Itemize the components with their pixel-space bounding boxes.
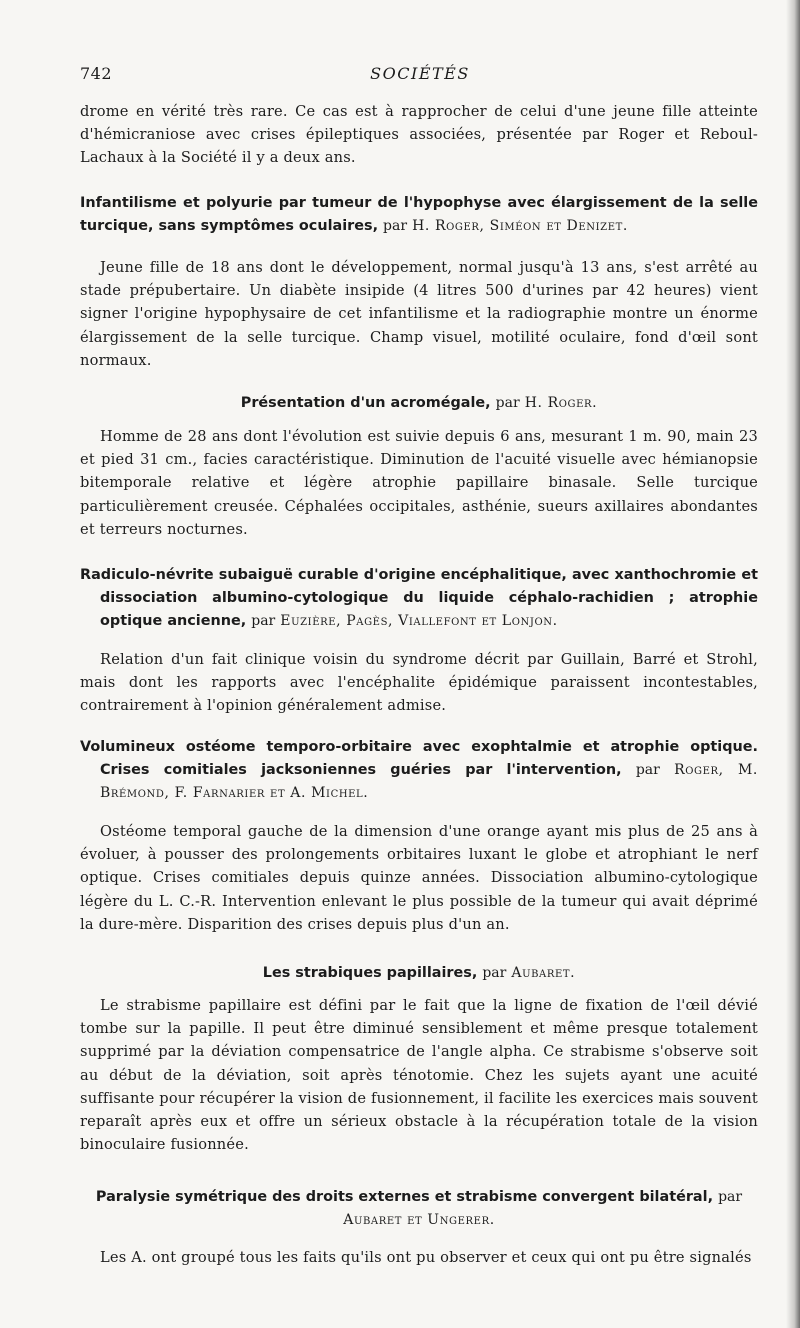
by-word: par: [251, 613, 276, 630]
section-body: [80, 648, 758, 718]
body-paragraph: Relation d'un fait clinique voisin du syndrome décrit par Guillain, Barré et Strohl, mais dont les rapports avec l'encéphalite épidémique paraissent incontestables, contrairement à l'opinion généralement admise.: [80, 651, 758, 715]
by-word: par: [495, 395, 520, 411]
body-paragraph: Ostéome temporal gauche de la dimension d'une orange ayant mis plus de 25 ans à évoluer, à pousser des prolongements orbitaires luxant le globe et atrophiant le nerf optique. Crises comitiales depuis quinze années. Dissociation albumino-cytologique légère du L. C.-R. Intervention enlevant le plus possible de la tumeur qui avait déprimé la dure-mère. Disparition des crises depuis plus d'un an.: [80, 823, 758, 933]
body-paragraph: Le strabisme papillaire est défini par le fait que la ligne de fixation de l'œil dévié tombe sur la papille. Il peut être diminué sensiblement et même presque totalement supprimé par la déviation compensatrice de l'angle alpha. Ce strabisme s'observe soit au début de la déviation, soit après ténotomie. Chez les sujets ayant une acuité suffisante pour récupérer la vision de fusionnement, il facilite les exercices mais souvent reparaît après eux et offre un sérieux obstacle à la récupération totale de la vision binoculaire fusionnée.: [80, 997, 758, 1154]
by-word: par: [635, 762, 660, 779]
by-word: par: [718, 1189, 743, 1205]
section-heading: [80, 564, 758, 634]
authors: Roger, M. Brémond, F. Farnarier et A. Michel.: [100, 762, 758, 802]
section-heading: [80, 392, 758, 415]
title-text: Paralysie symétrique des droits externes et strabisme convergent bilatéral,: [95, 1189, 714, 1205]
section-title-infantilisme: [80, 192, 758, 238]
page-header: [80, 64, 760, 88]
section-title-strabiques: [80, 962, 758, 985]
title-text: Radiculo-névrite subaiguë curable d'origine encéphalitique, avec xanthochromie et dissociation albumino-cytologique du liquide céphalo-rachidien ; atrophie optique ancienne,: [80, 567, 758, 630]
body-paragraph: Jeune fille de 18 ans dont le développement, normal jusqu'à 13 ans, s'est arrêté au stade prépubertaire. Un diabète insipide (4 litres 500 d'urines par 42 heures) vient signer l'origine hypophysaire de cet infantilisme et la radiographie montre un énorme élargissement de la selle turcique. Champ visuel, motilité oculaire, fond d'œil sont normaux.: [80, 259, 758, 369]
authors: H. Roger.: [524, 395, 598, 411]
authors: Euzière, Pagès, Viallefont et Lonjon.: [280, 613, 558, 630]
section-heading: [80, 1186, 758, 1232]
section-body: [80, 256, 758, 372]
section-heading: [80, 736, 758, 806]
page-edge-shadow: [786, 0, 800, 1328]
body-paragraph: Homme de 28 ans dont l'évolution est suivie depuis 6 ans, mesurant 1 m. 90, main 23 et pied 31 cm., facies caractéristique. Diminution de l'acuité visuelle avec hémianopsie bitemporale relative et légère atrophie papillaire binasale. Selle turcique particulièrement creusée. Céphalées occipitales, asthénie, sueurs axillaires abondantes et terreurs nocturnes.: [80, 428, 758, 538]
section-heading: [80, 962, 758, 985]
title-text: Les strabiques papillaires,: [262, 965, 478, 981]
section-body: [80, 425, 758, 541]
title-text: Volumineux ostéome temporo-orbitaire avec exophtalmie et atrophie optique. Crises comitiales jacksoniennes guéries par l'intervention,: [80, 739, 758, 779]
section-title-osteome: [80, 736, 758, 806]
by-word: par: [482, 965, 507, 981]
section-title-radiculo-nevrite: [80, 564, 758, 634]
section-body: [80, 1246, 758, 1269]
section-heading: [80, 192, 758, 238]
section-body: [80, 820, 758, 936]
section-title-paralysie: [80, 1186, 758, 1232]
by-word: par: [383, 218, 408, 235]
authors: Aubaret et Ungerer.: [343, 1212, 495, 1229]
title-text: Présentation d'un acromégale,: [240, 395, 491, 411]
page-number: 742: [80, 64, 113, 83]
body-paragraph: Les A. ont groupé tous les faits qu'ils ont pu observer et ceux qui ont pu être signalés: [100, 1249, 752, 1266]
section-body: [80, 994, 758, 1156]
continuation-block: [80, 100, 758, 170]
running-title: SOCIÉTÉS: [370, 64, 470, 83]
authors: H. Roger, Siméon et Denizet.: [412, 218, 628, 235]
continuation-paragraph: drome en vérité très rare. Ce cas est à rapprocher de celui d'une jeune fille atteinte d'hémicraniose avec crises épileptiques associées, présentée par Roger et Reboul-Lachaux à la Société il y a deux ans.: [80, 103, 758, 167]
authors: Aubaret.: [511, 965, 576, 981]
section-title-acromegale: [80, 392, 758, 415]
title-text: Infantilisme et polyurie par tumeur de l'hypophyse avec élargissement de la selle turcique, sans symptômes oculaires,: [80, 195, 758, 235]
